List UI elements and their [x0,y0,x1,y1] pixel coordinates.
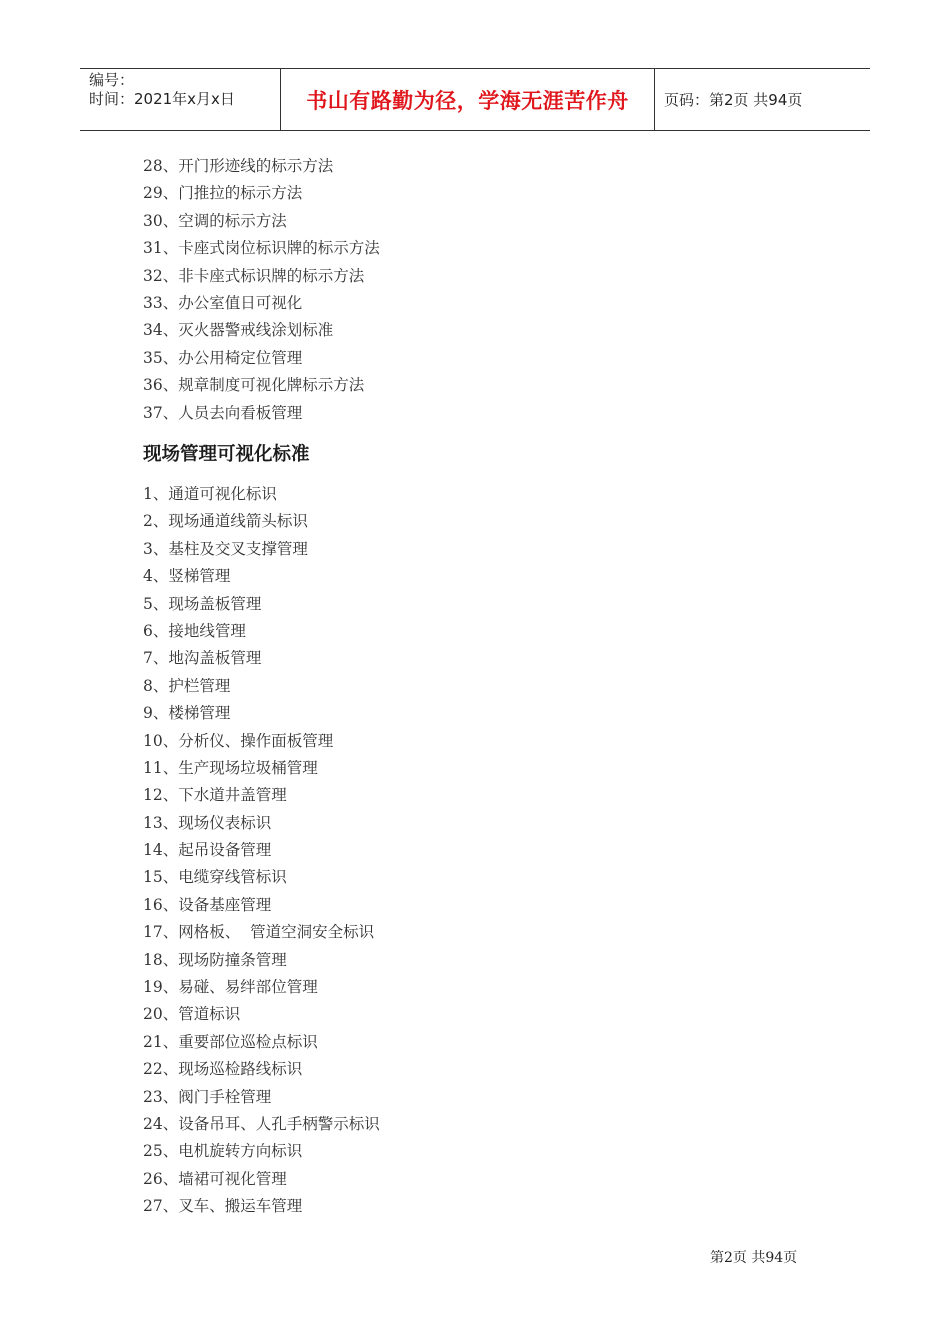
list-item: 15、电缆穿线管标识 [143,868,287,887]
list-item: 5、现场盖板管理 [143,594,262,613]
list-item: 11、生产现场垃圾桶管理 [143,758,318,777]
list-item: 33、办公室值日可视化 [143,293,303,312]
header-page-label: 页码：第2页 共94页 [664,91,803,109]
list-item: 27、叉车、搬运车管理 [143,1197,303,1216]
page-header [80,68,870,131]
list-item: 34、灭火器警戒线涂划标准 [143,321,334,340]
list-item: 29、门推拉的标示方法 [143,184,303,203]
list-item: 37、人员去向看板管理 [143,403,303,422]
list-item: 28、开门形迹线的标示方法 [143,157,334,175]
document-number-label: 编号： [89,71,135,89]
office-visualization-list [143,153,380,427]
list-item: 7、地沟盖板管理 [143,649,262,668]
header-meta-cell [80,69,281,130]
list-item: 13、现场仪表标识 [143,813,272,832]
list-item: 14、起吊设备管理 [143,841,272,860]
list-item: 23、阀门手栓管理 [143,1087,272,1106]
list-item: 20、管道标识 [143,1005,241,1024]
list-item: 19、易碰、易绊部位管理 [143,978,318,997]
list-item: 1、通道可视化标识 [143,485,277,503]
list-item: 25、电机旋转方向标识 [143,1142,303,1161]
list-item: 9、楼梯管理 [143,704,231,723]
list-item: 10、分析仪、操作面板管理 [143,731,334,750]
list-item: 31、卡座式岗位标识牌的标示方法 [143,239,380,258]
list-item: 35、办公用椅定位管理 [143,348,303,367]
list-item: 17、网格板、 管道空洞安全标识 [143,923,375,942]
list-item: 36、规章制度可视化牌标示方法 [143,376,365,395]
list-item: 8、护栏管理 [143,676,231,695]
header-motto: 书山有路勤为径，学海无涯苦作舟 [306,88,629,113]
header-page-cell [655,69,870,130]
header-motto-cell [281,69,655,130]
section-heading: 现场管理可视化标准 [143,444,310,465]
footer-page-label: 第2页 共94页 [710,1250,798,1266]
document-time-label: 时间：2021年x月x日 [89,90,235,108]
list-item: 6、接地线管理 [143,621,246,640]
site-visualization-list [143,481,380,1221]
list-item: 26、墙裙可视化管理 [143,1169,287,1188]
list-item: 18、现场防撞条管理 [143,950,287,969]
page-footer [710,1247,797,1267]
list-item: 24、设备吊耳、人孔手柄警示标识 [143,1114,380,1133]
list-item: 32、非卡座式标识牌的标示方法 [143,266,365,285]
list-item: 2、现场通道线箭头标识 [143,512,308,531]
list-item: 3、基柱及交叉支撑管理 [143,539,308,558]
list-item: 16、设备基座管理 [143,895,272,914]
list-item: 21、重要部位巡检点标识 [143,1032,318,1051]
list-item: 4、竖梯管理 [143,567,231,586]
list-item: 22、现场巡检路线标识 [143,1060,303,1079]
list-item: 12、下水道井盖管理 [143,786,287,805]
list-item: 30、空调的标示方法 [143,211,287,230]
